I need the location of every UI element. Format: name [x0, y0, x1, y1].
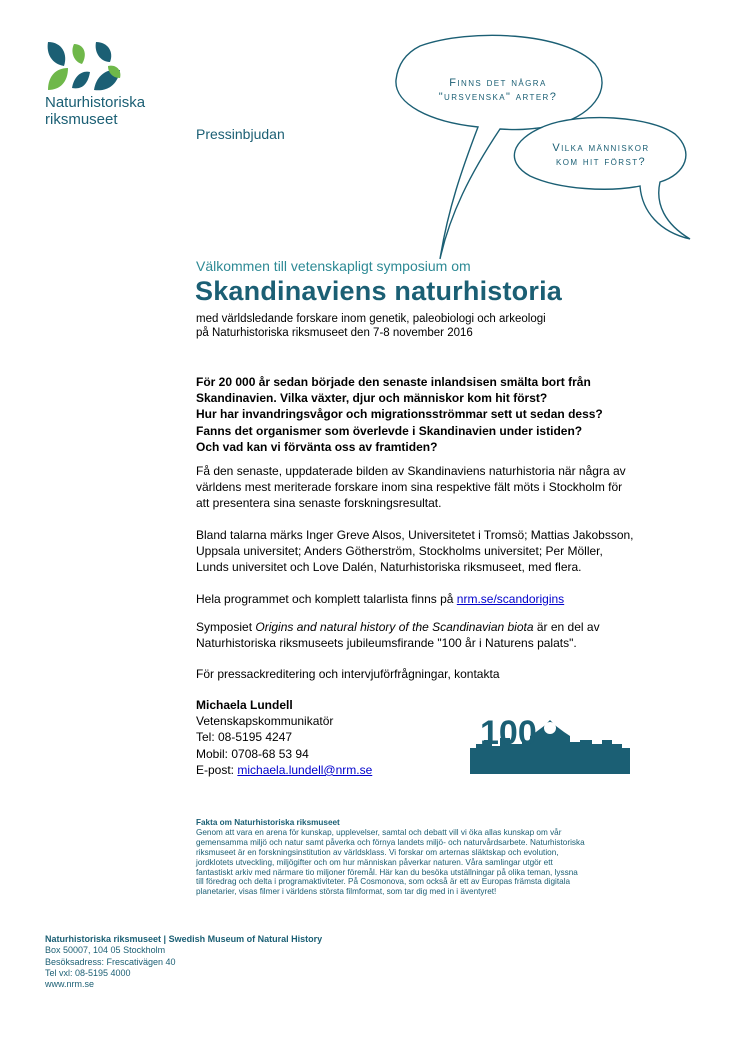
paragraph-line: Få den senaste, uppdaterade bilden av Skandinaviens naturhistoria när några av: [196, 464, 626, 478]
footer-box: Box 50007, 104 05 Stockholm: [45, 945, 166, 956]
paragraph-line: [196, 619, 666, 635]
symposium-title: Origins and natural history of the Scandinavian biota: [255, 620, 534, 634]
facts-line: Genom att vara en arena för kunskap, upplevelser, samtal och debatt vill vi öka allas kunskap om vår: [196, 827, 562, 837]
contact-mobile: Mobil: 0708-68 53 94: [196, 746, 309, 761]
paragraph-line: Lunds universitet och Love Dalén, Naturhistoriska riksmuseet, med flera.: [196, 560, 582, 575]
lead-line: Skandinavien. Vilka växter, djur och människor kom hit först?: [196, 391, 548, 406]
facts-line: till föredrag och delta i programaktiviteter. På Cosmonova, som också är ett av Europas främsta digitala: [196, 877, 571, 887]
museum-logo-icon: [44, 40, 124, 92]
bubble-2-line-1: Vilka människor: [552, 142, 650, 154]
paragraph-program: [196, 591, 666, 607]
bubble-1-line-1: Finns det några: [449, 77, 547, 89]
lead-line: För 20 000 år sedan började den senaste inlandsisen smälta bort från: [196, 375, 591, 389]
bubble-1-line-2: "ursvenska" arter?: [438, 91, 558, 103]
paragraph-line: Bland talarna märks Inger Greve Alsos, Universitetet i Tromsö; Mattias Jakobsson,: [196, 528, 634, 542]
footer-web: www.nrm.se: [45, 979, 95, 990]
paragraph-press-contact: För pressackreditering och intervjuförfrågningar, kontakta: [196, 667, 500, 681]
subtitle-line-2: på Naturhistoriska riksmuseet den 7-8 november 2016: [196, 327, 473, 339]
facts-heading: Fakta om Naturhistoriska riksmuseet: [196, 818, 340, 827]
bubble-2-line-2: kom hit först?: [555, 156, 647, 168]
logo-line-2: riksmuseet: [45, 111, 118, 128]
intro-line: Välkommen till vetenskapligt symposium om: [196, 258, 471, 274]
paragraph-line: att presentera sina senaste forskningsresultat.: [196, 496, 442, 511]
page-title: Skandinaviens naturhistoria: [195, 276, 562, 306]
lead-line: Hur har invandringsvågor och migrationsströmmar sett ut sedan dess?: [196, 407, 603, 422]
email-label: E-post:: [196, 762, 238, 777]
facts-line: riksmuseet är en forskningsinstitution av världsklass. Vi forskar om arternas släktskap och evolution,: [196, 847, 559, 857]
facts-line: jordklotets utveckling, miljögifter och om hur människan påverkar naturen. Våra samlingar utgör ett: [196, 857, 553, 867]
footer-org: Naturhistoriska riksmuseet | Swedish Museum of Natural History: [45, 934, 323, 944]
bubble-question-1: [398, 76, 598, 104]
facts-text: [196, 828, 676, 897]
program-link[interactable]: nrm.se/scandorigins: [456, 592, 565, 606]
lead-line: Fanns det organismer som överlevde i Skandinavien under istiden?: [196, 423, 583, 438]
facts-line: fantastiskt arkiv med närmare tio miljoner föremål. Här kan du besöka utställningar på olika teman, lyssna: [196, 867, 578, 877]
contact-tel: Tel: 08-5195 4247: [196, 730, 293, 745]
contact-block: [196, 697, 372, 778]
contact-email-line: [196, 762, 372, 778]
paragraph-line: Uppsala universitet; Anders Götherström, Stockholms universitet; Per Möller,: [196, 544, 603, 559]
paragraph-line: världens mest meriterade forskare inom sina respektive fält möts i Stockholm för: [196, 480, 623, 495]
facts-section: [196, 818, 676, 897]
lead-line: Och vad kan vi förvänta oss av framtiden?: [196, 439, 438, 454]
contact-name: Michaela Lundell: [196, 698, 293, 712]
paragraph-line: Naturhistoriska riksmuseets jubileumsfirande "100 år i Naturens palats".: [196, 636, 577, 651]
museum-logo-text: [45, 94, 145, 128]
paragraph-jubilee: [196, 619, 666, 651]
facts-line: gemensamma miljö och natur samt påverka och förnya landets miljö- och naturvårdsarbete. Naturhistoriska: [196, 837, 585, 847]
lead-paragraph: [196, 374, 666, 455]
facts-line: planetarier, visas filmer i världens största filmformat, som tar dig med in i äventyret!: [196, 887, 497, 897]
subtitle-line-1: med världsledande forskare inom genetik, paleobiologi och arkeologi: [196, 313, 546, 325]
bubble-question-2: [526, 141, 676, 169]
logo-line-1: Naturhistoriska: [45, 94, 146, 111]
jubilee-prefix: Symposiet: [196, 620, 256, 634]
contact-role: Vetenskapskommunikatör: [196, 714, 334, 729]
footer: [45, 934, 322, 990]
program-text: Hela programmet och komplett talarlista finns på: [196, 592, 457, 606]
jubilee-100-badge-icon: [470, 710, 630, 774]
badge-number: 100: [480, 714, 537, 752]
subtitle: [196, 312, 546, 340]
email-link[interactable]: michaela.lundell@nrm.se: [237, 762, 373, 777]
jubilee-suffix: är en del av: [533, 620, 600, 634]
paragraph-overview: [196, 463, 666, 512]
document-label: Pressinbjudan: [196, 126, 285, 142]
paragraph-speakers: [196, 527, 666, 576]
footer-tel: Tel vxl: 08-5195 4000: [45, 967, 131, 978]
footer-address: Besöksadress: Frescativägen 40: [45, 956, 176, 967]
